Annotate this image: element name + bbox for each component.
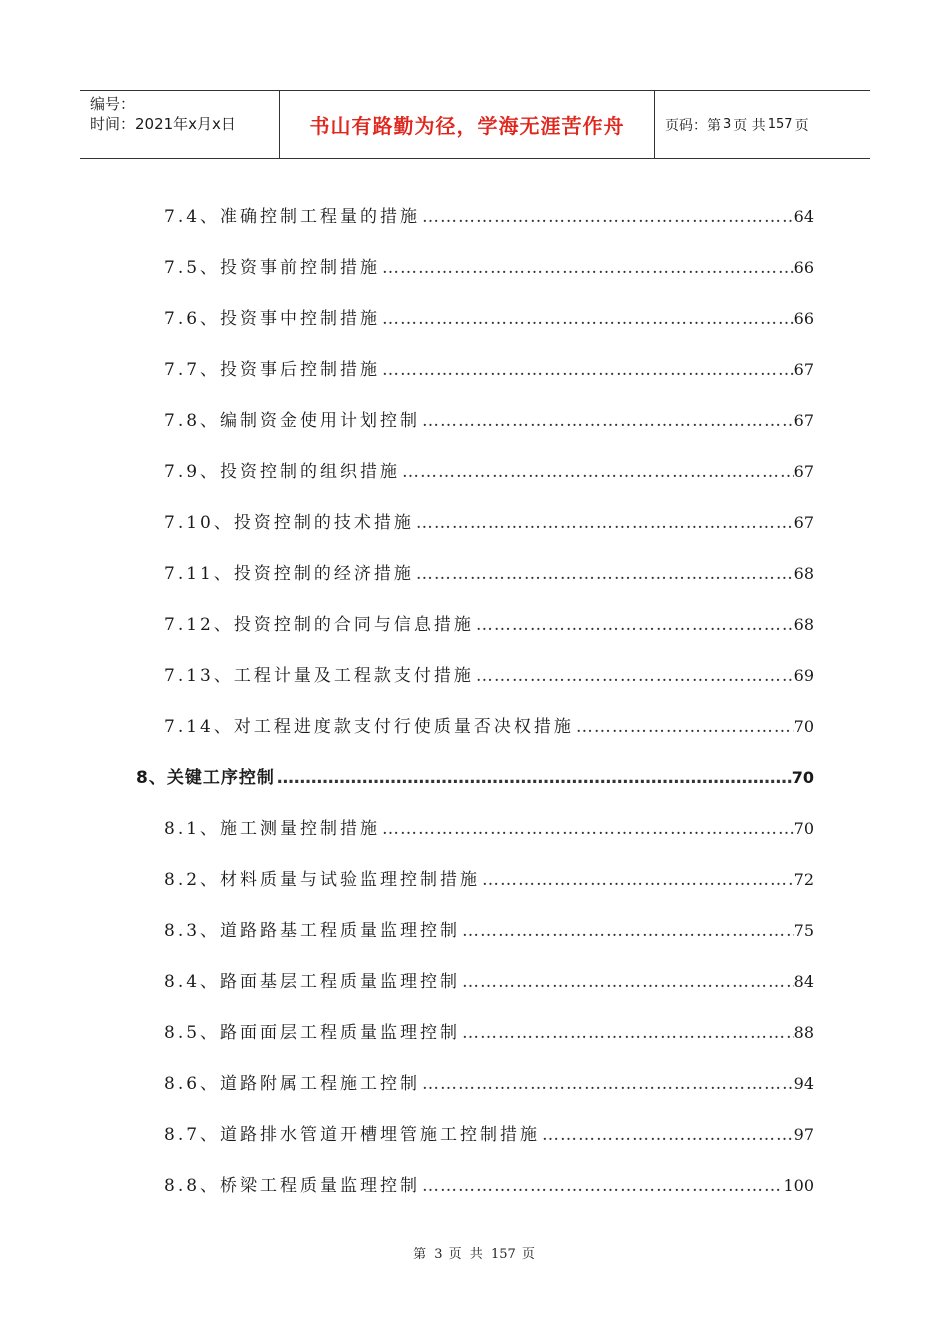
toc-entry-row[interactable] — [164, 1069, 814, 1094]
footer-current: 3 — [434, 1247, 443, 1262]
toc-entry-row[interactable] — [164, 457, 814, 482]
toc-dot-leader — [420, 207, 794, 227]
page-suffix: 页 — [794, 117, 809, 134]
header-page-info — [655, 91, 870, 158]
toc-entry[interactable] — [0, 606, 950, 657]
toc-entry-row[interactable] — [164, 559, 814, 584]
page-prefix: 页码：第 — [665, 117, 721, 134]
toc-entry-page: 67 — [793, 360, 814, 379]
toc-dot-leader — [380, 819, 794, 839]
toc-entry-title: 7.4、准确控制工程量的措施 — [164, 207, 421, 227]
toc-entry-page: 64 — [793, 207, 814, 226]
toc-entry[interactable] — [0, 657, 950, 708]
toc-dot-leader — [275, 768, 792, 788]
toc-entry-title: 8.5、路面面层工程质量监理控制 — [164, 1023, 461, 1043]
toc-entry-page: 68 — [793, 564, 814, 583]
toc-entry-page: 100 — [783, 1176, 814, 1195]
toc-entry-title: 8.3、道路路基工程质量监理控制 — [164, 921, 461, 941]
toc-entry-title: 8、关键工序控制 — [136, 768, 275, 788]
toc-entry-row[interactable] — [164, 508, 814, 533]
toc-entry-page: 72 — [793, 870, 814, 889]
toc-entry[interactable] — [0, 198, 950, 249]
toc-entry-row[interactable] — [164, 967, 814, 992]
page-mid: 页 共 — [733, 117, 766, 134]
toc-dot-leader — [540, 1125, 794, 1145]
toc-dot-leader — [414, 513, 794, 533]
toc-dot-leader — [460, 921, 794, 941]
toc-entry-title: 8.8、桥梁工程质量监理控制 — [164, 1176, 421, 1196]
toc-entry-page: 66 — [793, 258, 814, 277]
toc-entry-row[interactable] — [164, 253, 814, 278]
header-meta — [80, 91, 280, 158]
toc-dot-leader — [574, 717, 794, 737]
toc-entry[interactable] — [0, 1116, 950, 1167]
toc-entry-title: 7.9、投资控制的组织措施 — [164, 462, 401, 482]
toc-entry-title: 7.14、对工程进度款支付行使质量否决权措施 — [164, 717, 574, 737]
toc-dot-leader — [460, 1023, 794, 1043]
toc-entry-page: 70 — [791, 768, 814, 787]
page-header — [80, 90, 870, 159]
toc-entry-row[interactable] — [164, 1120, 814, 1145]
toc-entry[interactable] — [0, 759, 950, 810]
toc-entry-page: 66 — [793, 309, 814, 328]
toc-dot-leader — [400, 462, 794, 482]
toc-entry-row[interactable] — [164, 814, 814, 839]
toc-entry[interactable] — [0, 810, 950, 861]
toc-entry-row[interactable] — [164, 406, 814, 431]
toc-entry-page: 97 — [793, 1125, 814, 1144]
toc-entry[interactable] — [0, 1065, 950, 1116]
toc-entry-page: 67 — [793, 513, 814, 532]
toc-entry-page: 69 — [793, 666, 814, 685]
page-total: 157 — [767, 117, 793, 132]
toc-entry-title: 7.8、编制资金使用计划控制 — [164, 411, 421, 431]
toc-entry-title: 7.11、投资控制的经济措施 — [164, 564, 414, 584]
header-motto — [280, 91, 655, 158]
footer-mid: 页 共 — [448, 1247, 485, 1262]
toc-dot-leader — [380, 258, 794, 278]
toc-entry[interactable] — [0, 504, 950, 555]
toc-dot-leader — [474, 666, 794, 686]
toc-entry-page: 75 — [793, 921, 814, 940]
toc-entry[interactable] — [0, 708, 950, 759]
toc-entry-row[interactable] — [164, 304, 814, 329]
toc-entry-title: 7.7、投资事后控制措施 — [164, 360, 381, 380]
toc-entry-title: 8.1、施工测量控制措施 — [164, 819, 381, 839]
toc-entry-title: 8.7、道路排水管道开槽埋管施工控制措施 — [164, 1125, 541, 1145]
toc-entry-row[interactable] — [164, 712, 814, 737]
toc-entry[interactable] — [0, 300, 950, 351]
table-of-contents — [0, 198, 950, 1218]
toc-dot-leader — [380, 360, 794, 380]
toc-entry[interactable] — [0, 453, 950, 504]
toc-entry-page: 94 — [793, 1074, 814, 1093]
toc-entry-page: 68 — [793, 615, 814, 634]
toc-entry-page: 67 — [793, 462, 814, 481]
toc-entry-row[interactable] — [136, 763, 814, 788]
toc-entry[interactable] — [0, 861, 950, 912]
toc-entry-title: 7.13、工程计量及工程款支付措施 — [164, 666, 474, 686]
toc-entry-title: 8.4、路面基层工程质量监理控制 — [164, 972, 461, 992]
toc-entry[interactable] — [0, 555, 950, 606]
toc-entry-title: 8.6、道路附属工程施工控制 — [164, 1074, 421, 1094]
toc-entry-row[interactable] — [164, 916, 814, 941]
toc-dot-leader — [420, 411, 794, 431]
toc-entry-row[interactable] — [164, 1018, 814, 1043]
time-label: 时间：2021年x月x日 — [90, 115, 236, 133]
toc-entry-row[interactable] — [164, 610, 814, 635]
footer-total: 157 — [490, 1247, 516, 1262]
toc-entry-page: 70 — [793, 717, 814, 736]
page-current: 3 — [723, 117, 732, 132]
toc-dot-leader — [420, 1074, 794, 1094]
toc-entry[interactable] — [0, 351, 950, 402]
toc-dot-leader — [474, 615, 794, 635]
toc-entry[interactable] — [0, 963, 950, 1014]
toc-entry[interactable] — [0, 1167, 950, 1218]
toc-entry-row[interactable] — [164, 355, 814, 380]
toc-entry-title: 7.6、投资事中控制措施 — [164, 309, 381, 329]
toc-entry-title: 7.12、投资控制的合同与信息措施 — [164, 615, 474, 635]
toc-dot-leader — [460, 972, 794, 992]
footer-prefix: 第 — [413, 1247, 429, 1262]
toc-entry-title: 7.10、投资控制的技术措施 — [164, 513, 414, 533]
toc-entry-row[interactable] — [164, 202, 814, 227]
toc-dot-leader — [380, 309, 794, 329]
toc-entry-row[interactable] — [164, 661, 814, 686]
toc-entry-row[interactable] — [164, 1171, 814, 1196]
toc-entry[interactable] — [0, 402, 950, 453]
toc-entry-title: 7.5、投资事前控制措施 — [164, 258, 381, 278]
page-footer — [0, 1243, 950, 1262]
toc-entry-page: 88 — [793, 1023, 814, 1042]
toc-entry[interactable] — [0, 249, 950, 300]
toc-dot-leader — [420, 1176, 783, 1196]
toc-entry-page: 70 — [793, 819, 814, 838]
toc-entry-page: 84 — [793, 972, 814, 991]
toc-entry-page: 67 — [793, 411, 814, 430]
footer-suffix: 页 — [521, 1247, 537, 1262]
toc-entry[interactable] — [0, 912, 950, 963]
toc-entry-row[interactable] — [164, 865, 814, 890]
motto-text: 书山有路勤为径，学海无涯苦作舟 — [309, 114, 625, 138]
toc-dot-leader — [414, 564, 794, 584]
toc-entry[interactable] — [0, 1014, 950, 1065]
serial-label: 编号： — [90, 95, 136, 113]
toc-dot-leader — [480, 870, 794, 890]
toc-entry-title: 8.2、材料质量与试验监理控制措施 — [164, 870, 481, 890]
